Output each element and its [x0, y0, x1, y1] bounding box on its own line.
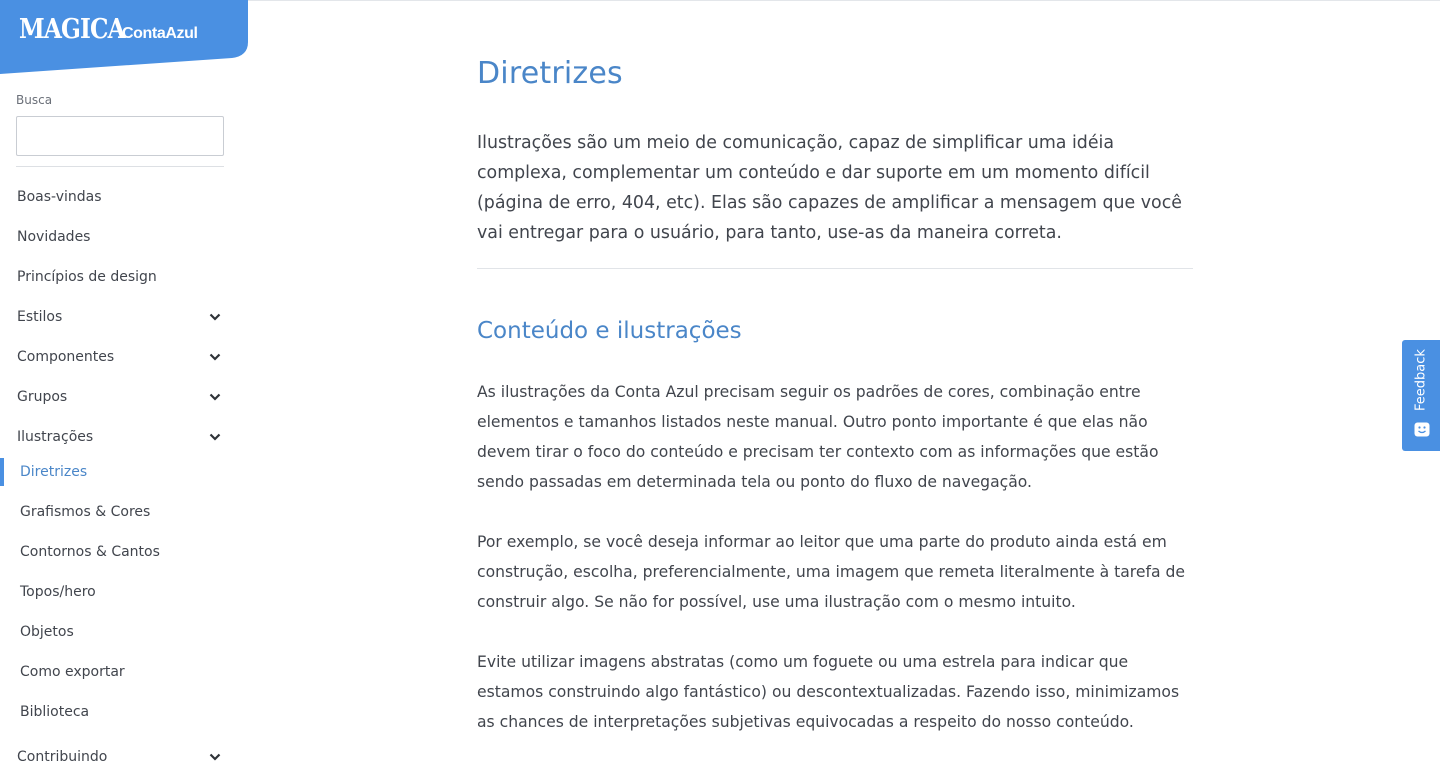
feedback-label: Feedback [1413, 349, 1429, 411]
chevron-down-icon[interactable] [209, 391, 221, 403]
sidebar-item-contribuindo[interactable] [17, 742, 232, 766]
search-divider [16, 166, 224, 167]
sidebar-subitem-label: Contornos & Cantos [20, 544, 160, 560]
search-input[interactable] [16, 116, 224, 156]
sidebar-subitem-biblioteca[interactable] [20, 697, 232, 727]
sidebar-item-principios-de-design[interactable] [17, 262, 232, 292]
sidebar-item-label: Ilustrações [17, 429, 94, 445]
sidebar-subitem-label: Objetos [20, 624, 74, 640]
chevron-down-icon[interactable] [209, 751, 221, 763]
sidebar-subitem-como-exportar[interactable] [20, 657, 232, 687]
sidebar-subitem-contornos-cantos[interactable] [20, 537, 232, 567]
sidebar-item-label: Contribuindo [17, 749, 108, 765]
sidebar-subitem-objetos[interactable] [20, 617, 232, 647]
search-label: Busca [16, 93, 53, 107]
page-title: Diretrizes [477, 56, 623, 91]
sidebar-subitem-label: Topos/hero [20, 584, 96, 600]
sidebar-item-label: Boas-vindas [17, 189, 102, 205]
smiley-icon [1414, 422, 1430, 437]
chevron-down-icon[interactable] [209, 431, 221, 443]
chevron-down-icon[interactable] [209, 351, 221, 363]
logo-magica-text: MAGICA [19, 14, 125, 45]
content-divider [477, 268, 1193, 269]
sidebar-item-estilos[interactable] [17, 302, 232, 332]
sidebar-item-ilustracoes[interactable] [17, 422, 232, 452]
sidebar-subitem-topos-hero[interactable] [20, 577, 232, 607]
sidebar-item-grupos[interactable] [17, 382, 232, 412]
logo-contaazul-text: ContaAzul [122, 25, 198, 42]
brand-logo[interactable] [0, 0, 250, 76]
sidebar-subitem-label: Diretrizes [20, 464, 88, 480]
sidebar-subitem-grafismos-cores[interactable] [20, 497, 232, 527]
sidebar-item-label: Grupos [17, 389, 68, 405]
sidebar-item-label: Novidades [17, 229, 91, 245]
sidebar-item-novidades[interactable] [17, 222, 232, 252]
sidebar-subitem-diretrizes[interactable] [20, 457, 232, 487]
active-item-indicator [0, 458, 4, 486]
sidebar-item-componentes[interactable] [17, 342, 232, 372]
section-title: Conteúdo e ilustrações [477, 318, 742, 344]
body-paragraph: Evite utilizar imagens abstratas (como um foguete ou uma estrela para indicar que estamos construindo algo fantástico) ou descontextualizadas. Fazendo isso, minimizamos as chances de interpretações subjetivas equivocadas a respeito do nosso conteúdo. [477, 653, 1180, 731]
sidebar-subitem-label: Grafismos & Cores [20, 504, 151, 520]
sidebar [0, 0, 250, 766]
sidebar-item-boas-vindas[interactable] [17, 182, 232, 212]
sidebar-subitem-label: Como exportar [20, 664, 125, 680]
feedback-tab[interactable] [1402, 340, 1440, 451]
sidebar-item-label: Componentes [17, 349, 115, 365]
body-paragraph: Por exemplo, se você deseja informar ao leitor que uma parte do produto ainda está em construção, escolha, preferencialmente, uma imagem que remeta literalmente à tarefa de construir algo. Se não for possível, use uma ilustração com o mesmo intuito. [477, 533, 1185, 611]
body-paragraph: As ilustrações da Conta Azul precisam seguir os padrões de cores, combinação entre elementos e tamanhos listados neste manual. Outro ponto importante é que elas não devem tirar o foco do conteúdo e precisam ter contexto com as informações que estão sendo passadas em determinada tela ou ponto do fluxo de navegação. [477, 383, 1159, 491]
intro-paragraph: Ilustrações são um meio de comunicação, capaz de simplificar uma idéia complexa, complementar um conteúdo e dar suporte em um momento difícil (página de erro, 404, etc). Elas são capazes de amplificar a mensagem que você vai entregar para o usuário, para tanto, use-as da maneira correta. [477, 133, 1182, 243]
sidebar-item-label: Princípios de design [17, 269, 157, 285]
chevron-down-icon[interactable] [209, 311, 221, 323]
sidebar-item-label: Estilos [17, 309, 63, 325]
sidebar-subitem-label: Biblioteca [20, 704, 90, 720]
